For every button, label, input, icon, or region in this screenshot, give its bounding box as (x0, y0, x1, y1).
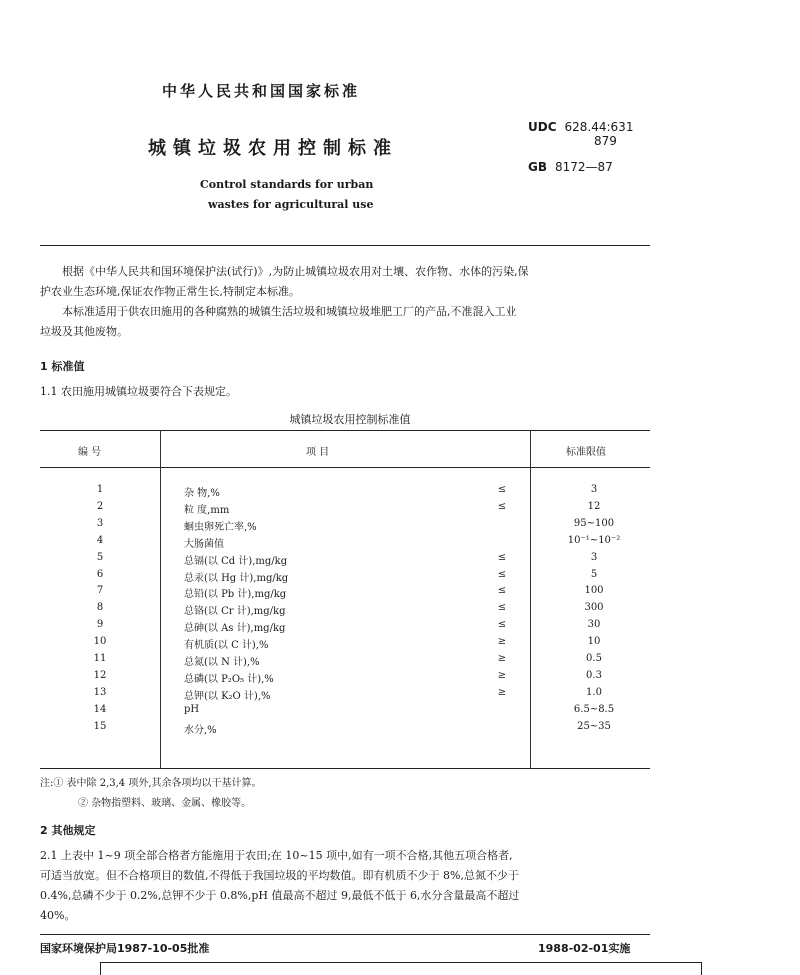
cell-no: 7 (96, 585, 104, 597)
document-title-en-line1: Control standards for urban (200, 178, 374, 191)
cell-operator: ≤ (497, 602, 507, 614)
cell-limit: 3 (590, 551, 598, 563)
intro-paragraphs (40, 262, 652, 342)
header-item: 项 目 (306, 447, 330, 458)
cell-limit: 3 (590, 484, 598, 495)
udc-label: UDC (528, 120, 557, 134)
udc-value-2: 879 (594, 134, 617, 148)
document-title-en-line2: wastes for agricultural use (208, 198, 374, 211)
table-row (40, 533, 650, 550)
document-title-zh: 城镇垃圾农用控制标准 (148, 138, 398, 159)
cell-limit: 300 (584, 602, 604, 614)
header-divider (40, 245, 650, 246)
section2-line4: 40%。 (40, 909, 76, 922)
cell-operator: ≤ (497, 551, 507, 563)
cell-no: 4 (96, 534, 104, 546)
cell-no: 11 (93, 653, 107, 664)
cell-limit: 95~100 (573, 517, 615, 529)
cell-item: 总氮(以 N 计),% (184, 657, 260, 668)
table-row (40, 719, 650, 736)
intro-p1-line2: 护农业生态环境,保证农作物正常生长,特制定本标准。 (40, 285, 300, 298)
table-row (40, 482, 650, 499)
cell-operator: ≥ (497, 653, 507, 664)
cell-item: 总钾(以 K₂O 计),% (184, 690, 271, 702)
cell-limit: 5 (590, 568, 598, 580)
note-1: 注:① 表中除 2,3,4 项外,其余各项均以干基计算。 (40, 778, 262, 789)
cell-no: 9 (96, 619, 104, 631)
table-row (40, 567, 650, 584)
cell-item: 总铅(以 Pb 计),mg/kg (184, 589, 287, 601)
table-row (40, 702, 650, 719)
cell-item: 总汞(以 Hg 计),mg/kg (184, 572, 289, 584)
section2-line1: 2.1 上表中 1~9 项全部合格者方能施用于农田;在 10~15 项中,如有一项不合格,其他五项合格者, (40, 849, 513, 862)
gb-value: 8172—87 (555, 160, 613, 174)
gb-label: GB (528, 160, 547, 174)
cell-no: 3 (96, 517, 104, 529)
cell-item: 有机质(以 C 计),% (184, 640, 269, 652)
section2-heading: 2 其他规定 (40, 824, 96, 837)
section1-heading: 1 标准值 (40, 360, 85, 373)
gb-code (528, 160, 613, 174)
cell-operator: ≥ (497, 669, 507, 681)
footer-divider (40, 934, 650, 935)
cell-item: 蛔虫卵死亡率,% (184, 521, 257, 533)
cell-no: 5 (96, 551, 104, 563)
cell-item: 杂 物,% (184, 488, 220, 499)
table-row (40, 516, 650, 533)
table-caption: 城镇垃圾农用控制标准值 (289, 413, 411, 426)
table-row (40, 634, 650, 651)
table-row (40, 550, 650, 567)
bottom-frame (100, 962, 702, 975)
cell-no: 14 (93, 703, 107, 715)
cell-no: 2 (96, 500, 104, 512)
cell-limit: 10⁻¹~10⁻² (567, 534, 621, 546)
table-row (40, 651, 650, 668)
cell-no: 1 (96, 484, 104, 495)
cell-operator: ≤ (497, 568, 507, 580)
cell-item: 总磷(以 P₂O₅ 计),% (184, 673, 274, 685)
cell-limit: 1.0 (586, 686, 602, 698)
cell-limit: 100 (584, 585, 604, 597)
cell-limit: 12 (587, 500, 601, 512)
cell-no: 13 (93, 686, 107, 698)
intro-p1-line1: 根据《中华人民共和国环境保护法(试行)》,为防止城镇垃圾农用对土壤、农作物、水体的污染,保 (62, 265, 529, 278)
cell-limit: 30 (587, 619, 601, 631)
table-row (40, 499, 650, 516)
table-header-row (40, 430, 650, 468)
cell-limit: 10 (587, 636, 601, 648)
cell-item: 水分,% (184, 724, 217, 736)
cell-item: 总砷(以 As 计),mg/kg (184, 623, 286, 635)
intro-p2-line2: 垃圾及其他废物。 (40, 325, 128, 338)
cell-no: 15 (93, 720, 107, 732)
cell-operator: ≥ (497, 636, 507, 648)
section1-item (40, 382, 652, 402)
cell-item: 大肠菌值 (184, 538, 224, 550)
section1-item-text: 1.1 农田施用城镇垃圾要符合下表规定。 (40, 385, 237, 398)
cell-no: 6 (96, 568, 104, 580)
header-limit: 标准限值 (566, 447, 606, 458)
cell-operator: ≤ (497, 500, 507, 512)
cell-item: 总镉(以 Cd 计),mg/kg (184, 555, 288, 567)
cell-operator: ≤ (497, 484, 507, 495)
cell-item: pH (184, 703, 200, 715)
cell-operator: ≤ (497, 619, 507, 631)
cell-limit: 6.5~8.5 (573, 703, 615, 715)
section2-paragraph (40, 846, 652, 926)
table-row (40, 617, 650, 634)
cell-no: 8 (96, 602, 104, 614)
table-bottom-border (40, 768, 650, 769)
cell-limit: 0.3 (586, 669, 602, 681)
cell-operator: ≥ (497, 686, 507, 698)
section2-line3: 0.4%,总磷不少于 0.2%,总钾不少于 0.8%,pH 值最高不超过 9,最低不低于 6,水分含量最高不超过 (40, 889, 520, 902)
intro-p2-line1: 本标准适用于供农田施用的各种腐熟的城镇生活垃圾和城镇垃圾堆肥工厂的产品,不准混入工业 (62, 305, 517, 318)
cell-item: 总铬(以 Cr 计),mg/kg (184, 606, 286, 618)
cell-no: 12 (93, 669, 107, 681)
table-row (40, 685, 650, 702)
cell-no: 10 (93, 636, 107, 648)
note-2: ② 杂物指塑料、玻璃、金属、橡胶等。 (78, 798, 252, 809)
udc-code (528, 120, 633, 134)
standard-type-text: 中华人民共和国国家标准 (162, 82, 361, 100)
approval-date: 国家环境保护局1987-10-05批准 (40, 942, 210, 955)
table-row (40, 583, 650, 600)
udc-value: 628.44:631 (564, 120, 634, 134)
table-row (40, 600, 650, 617)
cell-limit: 0.5 (586, 653, 602, 664)
cell-limit: 25~35 (577, 720, 611, 732)
cell-item: 粒 度,mm (184, 504, 230, 516)
effective-date: 1988-02-01实施 (538, 942, 631, 955)
cell-operator: ≤ (497, 585, 507, 597)
section2-line2: 可适当放宽。但不合格项目的数值,不得低于我国垃圾的平均数值。即有机质不少于 8%,总氮不少于 (40, 869, 519, 882)
header-no: 编 号 (78, 447, 102, 458)
table-row (40, 668, 650, 685)
